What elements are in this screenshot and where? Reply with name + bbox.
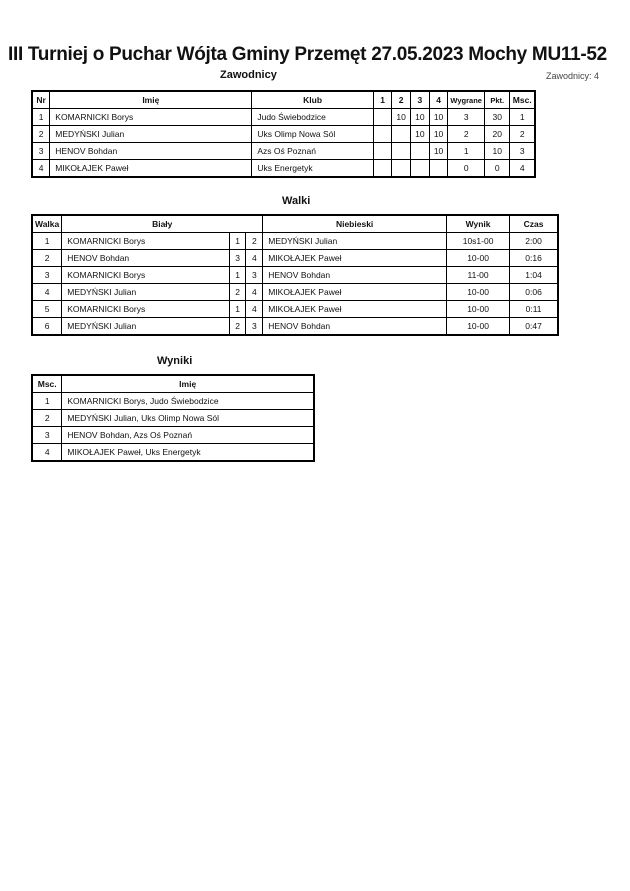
fight-blue-name: HENOV Bohdan [263,318,447,336]
result-place: 3 [32,427,62,444]
fight-blue-nr: 2 [246,233,263,250]
competitor-wins: 3 [448,109,485,126]
table-row [32,393,314,410]
fight-result: 10-00 [447,301,510,318]
fight-no: 5 [32,301,62,318]
fight-time: 2:00 [510,233,558,250]
fight-time: 0:47 [510,318,558,336]
competitor-points: 10 [484,143,510,160]
table-row [32,284,558,301]
competitor-club: Judo Świebodzice [252,109,374,126]
competitor-club: Uks Olimp Nowa Sól [252,126,374,143]
competitor-wins: 0 [448,160,485,178]
competitor-name: HENOV Bohdan [50,143,252,160]
fight-no: 3 [32,267,62,284]
score-cell [373,143,391,160]
fight-blue-name: MIKOŁAJEK Paweł [263,301,447,318]
competitor-name: MEDYŃSKI Julian [50,126,252,143]
score-cell: 10 [411,109,430,126]
header-score-2: 2 [392,91,411,109]
header-points: Pkt. [484,91,510,109]
fight-blue-nr: 3 [246,267,263,284]
fight-white-nr: 2 [229,284,246,301]
fight-white-name: KOMARNICKI Borys [62,233,229,250]
competitors-table [31,90,536,178]
fight-white-name: KOMARNICKI Borys [62,301,229,318]
header-blue: Niebieski [263,215,447,233]
fight-white-nr: 1 [229,233,246,250]
header-name: Imię [50,91,252,109]
fight-blue-name: MIKOŁAJEK Paweł [263,250,447,267]
score-cell [373,109,391,126]
score-cell: 10 [429,126,448,143]
fight-no: 1 [32,233,62,250]
header-white: Biały [62,215,263,233]
table-row [32,109,535,126]
fights-table [31,214,559,336]
fight-time: 0:06 [510,284,558,301]
competitor-place: 4 [510,160,535,178]
score-cell: 10 [392,109,411,126]
header-score-3: 3 [411,91,430,109]
fight-blue-name: HENOV Bohdan [263,267,447,284]
header-result-name: Imię [62,375,314,393]
header-score-4: 4 [429,91,448,109]
header-fight-no: Walka [32,215,62,233]
fight-time: 0:11 [510,301,558,318]
fight-result: 10-00 [447,250,510,267]
header-time: Czas [510,215,558,233]
competitor-points: 20 [484,126,510,143]
fight-white-nr: 1 [229,301,246,318]
result-name: MIKOŁAJEK Paweł, Uks Energetyk [62,444,314,462]
fight-white-nr: 3 [229,250,246,267]
fight-result: 10s1-00 [447,233,510,250]
fight-blue-nr: 4 [246,284,263,301]
result-name: KOMARNICKI Borys, Judo Świebodzice [62,393,314,410]
score-cell [411,143,430,160]
fight-result: 10-00 [447,284,510,301]
table-row [32,267,558,284]
competitors-header-row [32,91,535,109]
score-cell [373,126,391,143]
fight-no: 4 [32,284,62,301]
fights-heading: Walki [282,195,311,207]
competitor-nr: 4 [32,160,50,178]
competitor-name: MIKOŁAJEK Paweł [50,160,252,178]
fight-result: 10-00 [447,318,510,336]
table-row [32,233,558,250]
competitor-club: Azs Oś Poznań [252,143,374,160]
fight-white-nr: 2 [229,318,246,336]
fight-blue-nr: 4 [246,301,263,318]
score-cell [392,143,411,160]
fight-time: 0:16 [510,250,558,267]
result-place: 1 [32,393,62,410]
fight-blue-name: MEDYŃSKI Julian [263,233,447,250]
competitor-club: Uks Energetyk [252,160,374,178]
fight-blue-nr: 4 [246,250,263,267]
table-row [32,427,314,444]
table-row [32,318,558,336]
score-cell: 10 [411,126,430,143]
header-nr: Nr [32,91,50,109]
header-result: Wynik [447,215,510,233]
score-cell: 10 [429,109,448,126]
score-cell [429,160,448,178]
results-header-row [32,375,314,393]
competitor-points: 0 [484,160,510,178]
table-row [32,444,314,462]
fight-time: 1:04 [510,267,558,284]
score-cell [411,160,430,178]
result-name: MEDYŃSKI Julian, Uks Olimp Nowa Sól [62,410,314,427]
fight-white-name: MEDYŃSKI Julian [62,284,229,301]
result-name: HENOV Bohdan, Azs Oś Poznań [62,427,314,444]
fight-white-name: KOMARNICKI Borys [62,267,229,284]
fights-header-row [32,215,558,233]
competitors-count: Zawodnicy: 4 [546,71,600,81]
competitor-nr: 1 [32,109,50,126]
competitor-place: 1 [510,109,535,126]
header-score-1: 1 [373,91,391,109]
score-cell [392,126,411,143]
table-row [32,143,535,160]
table-row [32,410,314,427]
table-row [32,160,535,178]
competitor-points: 30 [484,109,510,126]
page-title: III Turniej o Puchar Wójta Gminy Przemęt 27.05.2023 Mochy MU11-52 [8,44,607,65]
competitor-name: KOMARNICKI Borys [50,109,252,126]
competitor-nr: 3 [32,143,50,160]
competitor-nr: 2 [32,126,50,143]
header-result-place: Msc. [32,375,62,393]
fight-result: 11-00 [447,267,510,284]
competitor-wins: 1 [448,143,485,160]
fight-white-nr: 1 [229,267,246,284]
fight-white-name: HENOV Bohdan [62,250,229,267]
fight-blue-name: MIKOŁAJEK Paweł [263,284,447,301]
fight-no: 6 [32,318,62,336]
header-club: Klub [252,91,374,109]
competitors-heading: Zawodnicy [220,69,277,81]
result-place: 2 [32,410,62,427]
table-row [32,250,558,267]
table-row [32,301,558,318]
score-cell: 10 [429,143,448,160]
result-place: 4 [32,444,62,462]
competitor-place: 2 [510,126,535,143]
fight-no: 2 [32,250,62,267]
results-table [31,374,315,462]
fight-white-name: MEDYŃSKI Julian [62,318,229,336]
header-wins: Wygrane [448,91,485,109]
header-place: Msc. [510,91,535,109]
competitor-wins: 2 [448,126,485,143]
competitor-place: 3 [510,143,535,160]
table-row [32,126,535,143]
score-cell [392,160,411,178]
score-cell [373,160,391,178]
fight-blue-nr: 3 [246,318,263,336]
results-heading: Wyniki [157,355,193,367]
